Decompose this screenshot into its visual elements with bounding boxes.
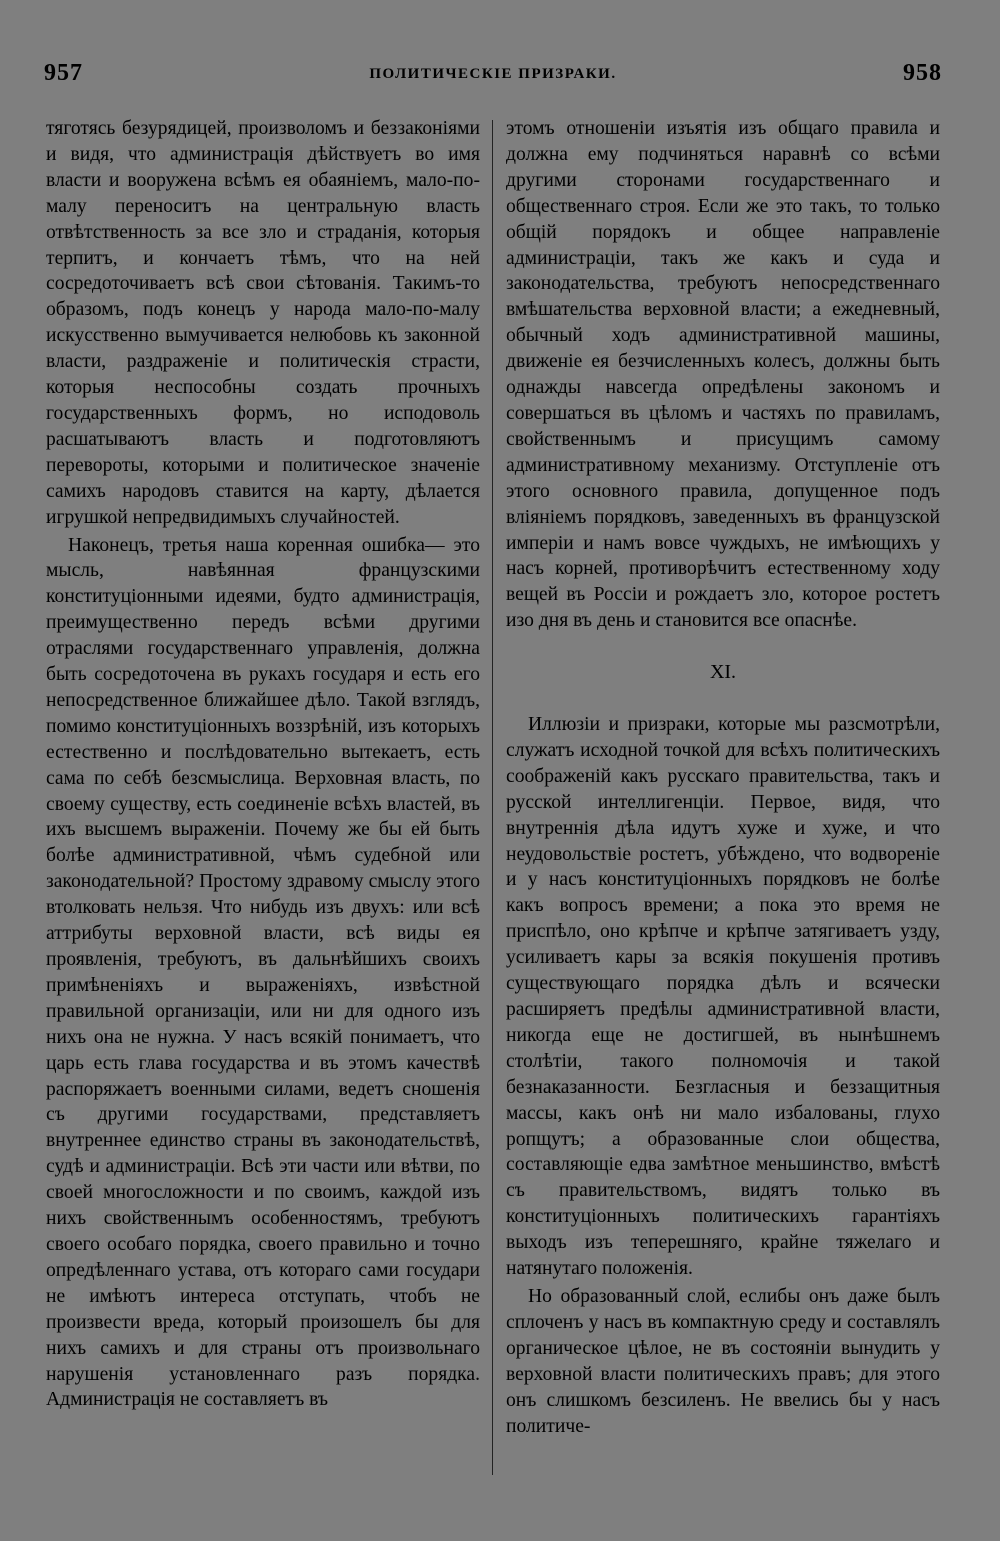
left-column [46,116,480,1413]
section-heading: XI. [709,661,737,684]
left-paragraph-2: Наконецъ, третья наша коренная ошибка— это мысль, навѣянная французскими конституціонными идеями, будто администрація, преимущественно передъ всѣми другими отраслями государственнаго управленія, должна быть сосредоточена въ рукахъ государя и есть его непосредственное ближайшее дѣло. Такой взглядъ, помимо конституціонныхъ воззрѣній, изъ которыхъ естественно и послѣдовательно вытекаетъ, есть сама по себѣ безсмыслица. Верховная власть, по своему существу, есть соединеніе всѣхъ властей, въ ихъ высшемъ выраженіи. Почему же бы ей быть болѣе административной, чѣмъ судебной или законодательной? Простому здравому смыслу этого втолковать нельзя. Что нибудь изъ двухъ: или всѣ аттрибуты верховной власти, всѣ виды ея проявленія, требуютъ, въ дальнѣйшихъ своихъ примѣненіяхъ и выраженіяхъ, извѣстной правильной организаціи, или ни для одного изъ нихъ она не нужна. У насъ всякій понимаетъ, что царь есть глава государства и въ этомъ качествѣ распоряжаетъ военными силами, ведетъ сношенія съ другими государствами, представляетъ внутреннее единство страны въ законодательствѣ, судѣ и администраціи. Всѣ эти части или вѣтви, по своей многосложности и по своимъ, каждой изъ нихъ свойственнымъ особенностямъ, требуютъ своего особаго порядка, своего правильно и точно опредѣленнаго устава, отъ котораго сами государи не имѣютъ интереса отступать, чтобъ не произвести вреда, который произошелъ бы для нихъ самихъ и для страны отъ произвольнаго нарушенія установленнаго разъ порядка. Администрація не составляетъ въ [46,534,480,1411]
right-paragraph-1: этомъ отношеніи изъятія изъ общаго правила и должна ему подчиняться наравнѣ со всѣми другими сторонами государственнаго и общественнаго строя. Если же это такъ, то только общій порядокъ и общее направленіе администраціи, такъ же какъ и суда и законодательства, требуютъ непосредственнаго вмѣшательства верховной власти; а ежедневный, обычный ходъ административной машины, движеніе ея безчисленныхъ колесъ, должны быть однажды навсегда опредѣлены закономъ и совершаться въ цѣломъ и частяхъ по правиламъ, свойственнымъ и присущимъ самому административному механизму. Отступленіе отъ этого основного правила, допущенное подъ вліяніемъ порядковъ, заведенныхъ въ французской имперіи и намъ вовсе чуждыхъ, не имѣющихъ у насъ корней, противорѣчитъ естественному ходу вещей въ Россіи и рождаетъ зло, которое ростетъ изо дня въ день и становится все опаснѣе. [506,118,940,632]
running-title: ПОЛИТИЧЕСКІЕ ПРИЗРАКИ. [369,66,617,82]
right-paragraph-3: Но образованный слой, еслибы онъ даже былъ сплоченъ у насъ въ компактную среду и составлялъ органическое цѣлое, не въ состояніи вынудить у верховной власти политическихъ правъ; для этого онъ слишкомъ безсиленъ. Не ввелись бы у насъ политиче- [506,1285,940,1437]
right-column [506,116,940,1439]
column-divider [492,120,493,1475]
left-paragraph-1: тяготясь безурядицей, произволомъ и беззаконіями и видя, что администрація дѣйствуетъ во имя власти и вооружена всѣмъ ея обаяніемъ, мало-по-малу переноситъ на центральную власть отвѣтственность за все зло и страданія, которыя терпитъ, и кончаетъ тѣмъ, что на ней сосредоточиваетъ всѣ свои сѣтованія. Такимъ-то образомъ, подъ конецъ у народа мало-по-малу искусственно вымучивается нелюбовь къ законной власти, раздраженіе и политическія страсти, которыя неспособны создать прочныхъ государственныхъ формъ, но исподоволь расшатываютъ власть и подготовляютъ перевороты, которыми и политическое значеніе самихъ народовъ ставится на карту, дѣлается игрушкой непредвидимыхъ случайностей. [46,118,480,528]
right-paragraph-2: Иллюзіи и призраки, которые мы разсмотрѣли, служатъ исходной точкой для всѣхъ политическихъ соображеній какъ русскаго правительства, такъ и русской интеллигенціи. Первое, видя, что внутреннія дѣла идутъ хуже и хуже, и что неудовольствіе ростетъ, убѣждено, что водвореніе и у насъ конституціонныхъ порядковъ не болѣе какъ вопросъ времени; а пока это время не приспѣло, оно крѣпче и крѣпче затягиваетъ узду, усиливаетъ кары за всякія покушенія противъ существующаго порядка дѣлъ и всячески расширяетъ предѣлы административной власти, никогда еще не достигшей, въ нынѣшнемъ столѣтіи, такого полномочія и такой безнаказанности. Безгласныя и беззащитныя массы, какъ онѣ ни мало избалованы, глухо ропщутъ; а образованные слои общества, составляющіе едва замѣтное меньшинство, вмѣстѣ съ правительствомъ, видятъ только въ конституціонныхъ политическихъ гарантіяхъ выходъ изъ теперешняго, крайне тяжелаго и натянутаго положенія. [506,714,940,1280]
page-header [44,60,942,90]
page-number-right: 958 [903,60,942,86]
page-number-left: 957 [44,60,83,86]
